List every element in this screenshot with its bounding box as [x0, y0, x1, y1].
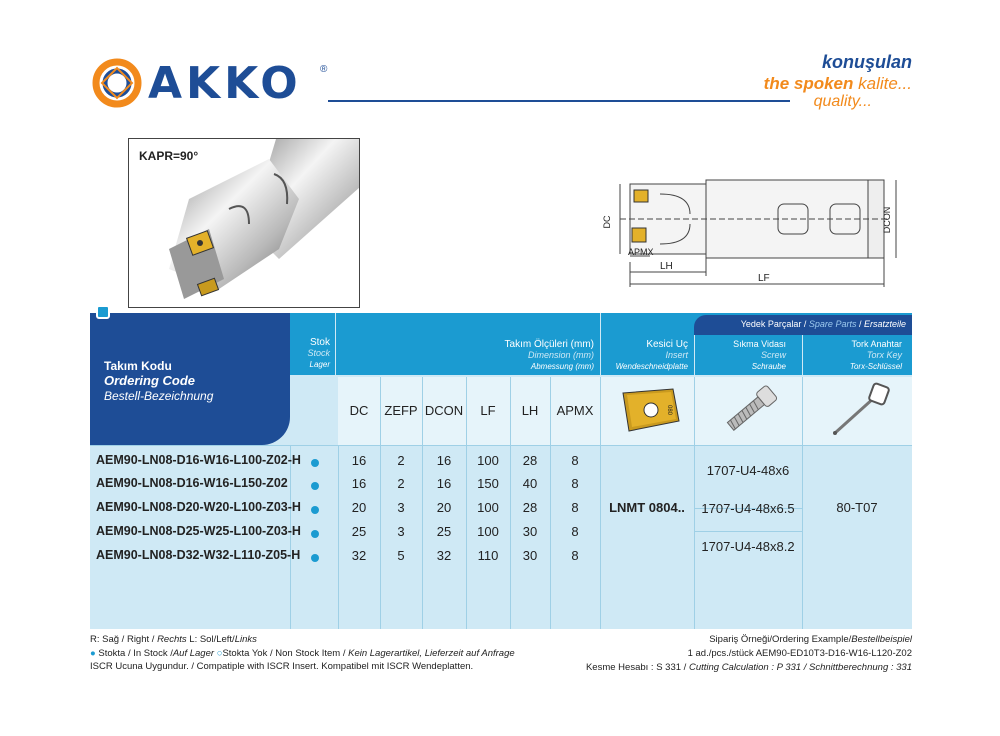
footer-text: Links	[234, 634, 257, 645]
row-code: AEM90-LN08-D16-W16-L100-Z02-H	[96, 453, 301, 467]
screw-code: 1707-U4-48x6	[706, 463, 790, 478]
brand-name: AKKO	[148, 58, 302, 109]
ordering-code-tr: Takım Kodu	[104, 359, 172, 373]
cell-zefp: 2	[397, 453, 405, 468]
row-sep	[90, 445, 912, 446]
cell-apmx: 8	[571, 500, 579, 515]
stock-dot	[311, 554, 319, 562]
torx-key-icon	[803, 377, 913, 445]
footer-text: Auf Lager	[172, 648, 215, 659]
dim-lh-label: LH	[660, 261, 673, 272]
col-sep	[600, 445, 601, 629]
tagline-konusulan: konuşulan	[821, 52, 912, 72]
col-dc: DC	[349, 403, 369, 418]
header-rule	[328, 100, 790, 102]
tagline-kalite: kalite...	[853, 74, 912, 93]
cell-apmx: 8	[571, 524, 579, 539]
footer-text: Stokta / In Stock /	[98, 648, 173, 659]
stock-dot	[311, 482, 319, 490]
cell-lh: 28	[522, 453, 538, 468]
insert-code: LNMT 0804..	[609, 500, 685, 515]
cell-dcon: 20	[436, 500, 452, 515]
insert-icon	[601, 377, 695, 445]
cell-lh: 30	[522, 524, 538, 539]
cell-dc: 16	[351, 453, 367, 468]
col-zefp: ZEFP	[384, 403, 418, 418]
insert-marking: 080	[666, 405, 672, 416]
dim-lf-label: LF	[758, 273, 770, 284]
col-dcon: DCON	[424, 403, 464, 418]
footer-cutting	[586, 662, 912, 673]
cell-lf: 110	[477, 548, 499, 563]
row-code: AEM90-LN08-D25-W25-L100-Z03-H	[96, 524, 301, 538]
cell-zefp: 3	[397, 500, 405, 515]
footer-text: Kesme Hesabı : S 331 /	[585, 662, 689, 673]
tagline-spoken	[764, 74, 912, 94]
technical-drawing	[600, 172, 900, 292]
insert-image-cell	[600, 377, 694, 445]
in-stock-dot-icon: ●	[90, 648, 96, 659]
cell-lf: 100	[477, 500, 499, 515]
dimension-header	[335, 313, 600, 375]
screw-code: 1707-U4-48x6.5	[701, 501, 795, 516]
key-en: Torx Key	[866, 350, 902, 360]
footer-order-code: 1 ad./pcs./stück AEM90-ED10T3-D16-W16-L120-Z02	[687, 648, 912, 659]
cell-dcon: 16	[436, 476, 452, 491]
key-de: Torx-Schlüssel	[849, 362, 902, 371]
dim-apmx-label: APMX	[628, 247, 654, 257]
product-photo	[128, 138, 360, 308]
cell-dcon: 32	[436, 548, 452, 563]
spare-parts-tr: Yedek Parçalar	[740, 319, 802, 329]
spare-parts-de: Ersatzteile	[863, 319, 906, 329]
key-code: 80-T07	[836, 500, 878, 515]
cell-zefp: 2	[397, 476, 405, 491]
cell-dcon: 16	[436, 453, 452, 468]
akko-logo	[92, 58, 342, 110]
tagline-spoken-bold: the spoken	[763, 74, 854, 93]
screw-code: 1707-U4-48x8.2	[701, 539, 795, 554]
stock-dot	[311, 530, 319, 538]
row-code: AEM90-LN08-D16-W16-L150-Z02	[96, 476, 288, 490]
footer-text: Cutting Calculation : P 331 / Schnittberechnung : 331	[688, 662, 912, 673]
cell-dc: 20	[351, 500, 367, 515]
footer-order-example	[709, 634, 912, 645]
logo-ring-icon	[92, 58, 142, 108]
key-image-cell	[802, 377, 912, 445]
dimension-en: Dimension (mm)	[527, 350, 594, 360]
dimension-de: Abmessung (mm)	[530, 362, 594, 371]
footer-text: Bestellbeispiel	[851, 634, 912, 645]
footer-side-legend	[90, 634, 257, 645]
cell-lf: 100	[477, 453, 499, 468]
stock-dot	[311, 459, 319, 467]
product-table	[90, 313, 912, 629]
row-code: AEM90-LN08-D32-W32-L110-Z05-H	[96, 548, 301, 562]
kapr-label: KAPR=90°	[139, 149, 199, 163]
col-lf: LF	[480, 403, 496, 418]
dim-dc-label: DC	[602, 215, 612, 229]
screw-sep	[694, 531, 802, 532]
stock-en: Stock	[307, 348, 330, 358]
cell-zefp: 3	[397, 524, 405, 539]
dim-dcon-label: DCON	[882, 206, 892, 234]
cell-apmx: 8	[571, 548, 579, 563]
dimension-tr: Takım Ölçüleri (mm)	[504, 339, 594, 350]
screw-de: Schraube	[751, 362, 786, 371]
screw-tr: Sıkma Vidası	[733, 339, 786, 349]
spare-parts-en: Spare Parts	[808, 319, 857, 329]
table-corner-icon	[96, 305, 110, 319]
spare-parts-label: Yedek Parçalar / Spare Parts / Ersatzteile	[740, 319, 906, 329]
col-apmx: APMX	[556, 403, 594, 418]
ordering-code-de: Bestell-Bezeichnung	[104, 389, 214, 403]
cell-dc: 32	[351, 548, 367, 563]
insert-tr: Kesici Uç	[646, 339, 688, 350]
stock-header	[290, 313, 335, 375]
insert-en: Insert	[665, 350, 688, 360]
screw-image-cell	[694, 377, 802, 445]
milling-cutter-image	[129, 139, 360, 308]
stock-tr: Stok	[309, 337, 330, 348]
cell-apmx: 8	[571, 453, 579, 468]
insert-de: Wendeschneidplatte	[615, 362, 688, 371]
registered-mark: ®	[320, 64, 328, 75]
footer-text: Kein Lagerartikel, Lieferzeit auf Anfrage	[348, 648, 515, 659]
footer-stock-legend	[90, 648, 515, 659]
cell-lf: 150	[477, 476, 499, 491]
cell-dcon: 25	[436, 524, 452, 539]
non-stock-circle-icon: ○	[216, 648, 223, 659]
cell-zefp: 5	[397, 548, 405, 563]
cell-dc: 16	[351, 476, 367, 491]
screw-icon	[695, 377, 803, 445]
key-header	[802, 335, 912, 375]
screw-header	[694, 335, 802, 375]
cell-lh: 40	[522, 476, 538, 491]
screw-en: Screw	[760, 350, 786, 360]
stock-dot	[311, 506, 319, 514]
insert-header	[600, 313, 694, 375]
row-code: AEM90-LN08-D20-W20-L100-Z03-H	[96, 500, 301, 514]
cell-lh: 30	[522, 548, 538, 563]
col-sep	[802, 445, 803, 629]
cell-lf: 100	[477, 524, 499, 539]
stock-de: Lager	[309, 360, 330, 369]
spare-parts-header	[694, 315, 912, 335]
key-tr: Tork Anahtar	[851, 339, 902, 349]
tagline-quality: quality...	[813, 93, 872, 110]
footer-text: L: Sol/Left/	[186, 634, 235, 645]
footer-compat: ISCR Ucuna Uygundur. / Compatiple with ISCR Insert. Kompatibel mit ISCR Wendeplatten.	[90, 661, 474, 672]
footer-text: Stokta Yok / Non Stock Item /	[222, 648, 349, 659]
ordering-code-header	[90, 313, 290, 445]
ordering-code-en: Ordering Code	[104, 373, 196, 388]
cell-dc: 25	[351, 524, 367, 539]
footer-text: Sipariş Örneği/Ordering Example/	[709, 634, 852, 645]
cell-lh: 28	[522, 500, 538, 515]
footer-text: Rechts	[157, 634, 187, 645]
col-lh: LH	[521, 403, 539, 418]
footer-text: R: Sağ / Right /	[90, 634, 158, 645]
cell-apmx: 8	[571, 476, 579, 491]
